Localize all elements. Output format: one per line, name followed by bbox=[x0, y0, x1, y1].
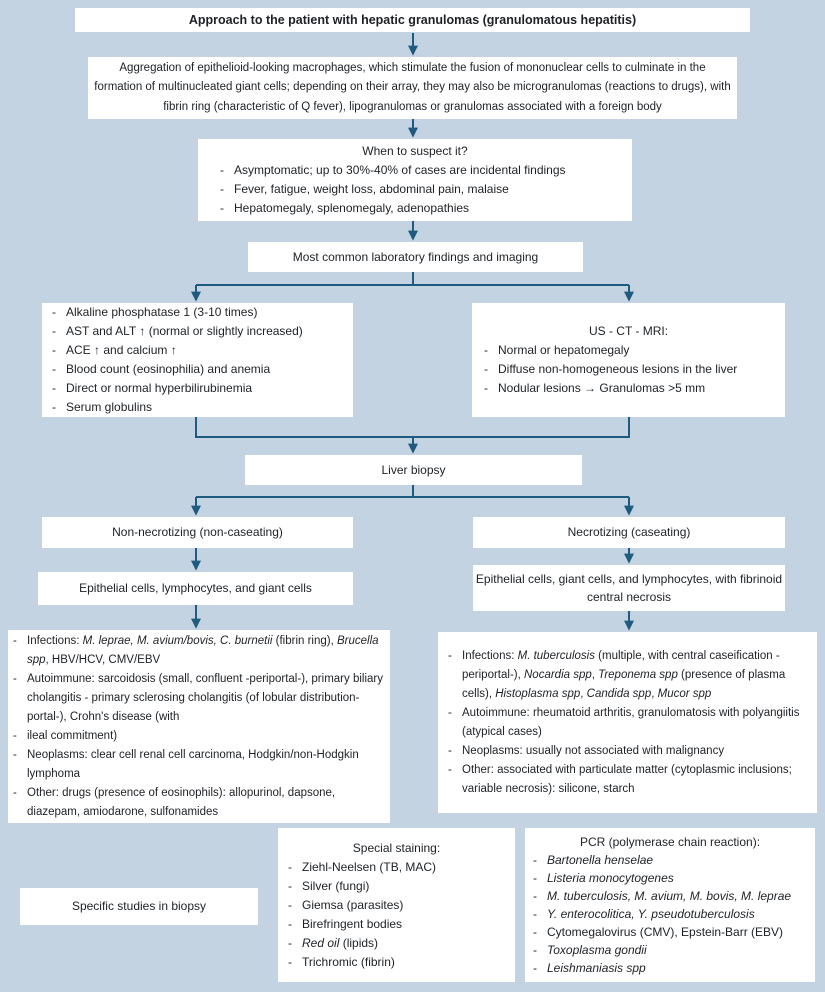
flowchart-title: Approach to the patient with hepatic granulomas (granulomatous hepatitis) bbox=[75, 8, 750, 32]
list-item bbox=[472, 341, 785, 360]
epithelial-right-box: Epithelial cells, giant cells, and lymphocytes, with fibrinoid central necrosis bbox=[473, 565, 785, 611]
bullet-dash: - bbox=[52, 305, 56, 319]
bullet-dash: - bbox=[13, 672, 17, 685]
bullet-dash: - bbox=[288, 878, 292, 893]
bullet-dash: - bbox=[288, 916, 292, 931]
list-item bbox=[278, 896, 515, 915]
list-item bbox=[42, 303, 353, 322]
bullet-dash: - bbox=[288, 935, 292, 950]
bullet-dash: - bbox=[13, 729, 17, 742]
bullet-dash: - bbox=[484, 343, 488, 357]
bullet-dash: - bbox=[448, 706, 452, 719]
labs-imaging-label-box: Most common laboratory findings and imaging bbox=[248, 242, 583, 272]
connector-converge-bracket bbox=[196, 417, 629, 437]
list-item bbox=[8, 746, 390, 784]
list-item-text: Alkaline phosphatase 1 (3-10 times) bbox=[66, 305, 258, 319]
list-item bbox=[8, 727, 390, 746]
epithelial-left-box: Epithelial cells, lymphocytes, and giant cells bbox=[38, 572, 353, 605]
list-item bbox=[42, 322, 353, 341]
bullet-dash: - bbox=[52, 362, 56, 376]
list-item bbox=[438, 647, 817, 704]
list-item bbox=[278, 915, 515, 934]
pcr-heading: PCR (polymerase chain reaction): bbox=[579, 835, 761, 849]
bullet-dash: - bbox=[448, 744, 452, 757]
bullet-dash: - bbox=[220, 182, 224, 196]
list-item-text: Trichromic (fibrin) bbox=[302, 954, 395, 969]
list-item-text: Other: associated with particulate matter (cytoplasmic inclusions; variable necrosis): silicone, starch bbox=[462, 763, 792, 795]
list-item bbox=[42, 379, 353, 398]
list-item-text: Autoimmune: sarcoidosis (small, confluent -periportal-), primary biliary cholangitis - primary sclerosing cholangitis (of lobular distribution-portal-), Crohn's disease (with bbox=[27, 672, 383, 723]
definition-box: Aggregation of epithelioid-looking macrophages, which stimulate the fusion of mononuclear cells to culminate in the formation of multinucleated giant cells; depending on their array, they may also be microgranulomas (reactions to drugs), with fibrin ring (characteristic of Q fever), lipogranulomas or granulomas associated with a foreign body bbox=[88, 57, 737, 119]
bullet-dash: - bbox=[533, 889, 537, 903]
liver-biopsy-box: Liver biopsy bbox=[245, 455, 582, 485]
list-item bbox=[42, 341, 353, 360]
necrotizing-box: Necrotizing (caseating) bbox=[473, 517, 785, 548]
list-item-text: Toxoplasma gondii bbox=[547, 943, 647, 957]
list-item-text: M. tuberculosis, M. avium, M. bovis, M. leprae bbox=[547, 889, 792, 903]
list-item-text: Hepatomegaly, splenomegaly, adenopathies bbox=[234, 201, 470, 215]
bullet-dash: - bbox=[448, 649, 452, 662]
list-item-text: Y. enterocolitica, Y. pseudotuberculosis bbox=[547, 907, 755, 921]
bullet-dash: - bbox=[288, 859, 292, 874]
list-item bbox=[525, 959, 815, 977]
list-item-text: Infections: M. leprae, M. avium/bovis, C. burnetii (fibrin ring), Brucella spp, HBV/HCV, CMV/EBV bbox=[27, 634, 379, 666]
bullet-dash: - bbox=[533, 907, 537, 921]
list-item bbox=[525, 941, 815, 959]
list-item-text: Asymptomatic; up to 30%-40% of cases are incidental findings bbox=[234, 163, 566, 177]
list-item-text: Neoplasms: clear cell renal cell carcinoma, Hodgkin/non-Hodgkin lymphoma bbox=[27, 748, 359, 780]
list-item-text: Serum globulins bbox=[66, 400, 153, 414]
list-item-text: Autoimmune: rheumatoid arthritis, granulomatosis with polyangiitis (atypical cases) bbox=[462, 706, 800, 738]
list-item bbox=[525, 923, 815, 941]
list-item bbox=[8, 784, 390, 822]
list-item bbox=[198, 180, 632, 199]
list-item bbox=[278, 858, 515, 877]
list-item bbox=[438, 761, 817, 799]
list-item-text: Red oil (lipids) bbox=[302, 935, 379, 950]
list-item-text: Giemsa (parasites) bbox=[302, 897, 404, 912]
list-item bbox=[525, 905, 815, 923]
list-item-text: ACE ↑ and calcium ↑ bbox=[66, 343, 177, 357]
list-item bbox=[525, 851, 815, 869]
bullet-dash: - bbox=[533, 871, 537, 885]
bullet-dash: - bbox=[220, 163, 224, 177]
list-item-text: Leishmaniasis spp bbox=[547, 961, 646, 975]
pcr-box bbox=[525, 828, 815, 982]
list-item-text: Direct or normal hyperbilirubinemia bbox=[66, 381, 253, 395]
list-item-text: Nodular lesions → Granulomas >5 mm bbox=[498, 381, 706, 395]
list-item bbox=[198, 161, 632, 180]
when-to-suspect-box bbox=[198, 139, 632, 221]
list-item bbox=[42, 360, 353, 379]
non-necrotizing-detail-box bbox=[8, 630, 390, 823]
list-item-text: Birefringent bodies bbox=[302, 916, 403, 931]
special-staining-box bbox=[278, 828, 515, 982]
bullet-dash: - bbox=[288, 954, 292, 969]
when-to-suspect-heading: When to suspect it? bbox=[362, 144, 468, 158]
list-item-text: Cytomegalovirus (CMV), Epstein-Barr (EBV) bbox=[547, 925, 784, 939]
list-item bbox=[42, 398, 353, 417]
bullet-dash: - bbox=[533, 925, 537, 939]
list-item bbox=[438, 704, 817, 742]
list-item bbox=[278, 877, 515, 896]
list-item bbox=[472, 360, 785, 379]
list-item-text: Diffuse non-homogeneous lesions in the liver bbox=[498, 362, 738, 376]
list-item bbox=[278, 934, 515, 953]
bullet-dash: - bbox=[13, 634, 17, 647]
bullet-dash: - bbox=[220, 201, 224, 215]
bullet-dash: - bbox=[52, 381, 56, 395]
list-item-text: AST and ALT ↑ (normal or slightly increased) bbox=[66, 324, 303, 338]
bullet-dash: - bbox=[533, 943, 537, 957]
non-necrotizing-box: Non-necrotizing (non-caseating) bbox=[42, 517, 353, 548]
connector-biopsy-split bbox=[196, 485, 629, 497]
list-item bbox=[472, 379, 785, 398]
list-item bbox=[8, 632, 390, 670]
list-item bbox=[525, 869, 815, 887]
list-item-text: Ziehl-Neelsen (TB, MAC) bbox=[302, 859, 437, 874]
specific-studies-label-box: Specific studies in biopsy bbox=[20, 888, 258, 925]
list-item-text: Other: drugs (presence of eosinophils): allopurinol, dapsone, diazepam, amiodarone, sulfonamides bbox=[27, 786, 336, 818]
list-item bbox=[198, 199, 632, 218]
bullet-dash: - bbox=[484, 362, 488, 376]
bullet-dash: - bbox=[533, 853, 537, 867]
list-item bbox=[8, 670, 390, 727]
list-item-text: Infections: M. tuberculosis (multiple, with central caseification -periportal-), Nocardia spp, Treponema spp (presence of plasma cells), Histoplasma spp, Candida spp, Mucor spp bbox=[462, 649, 786, 700]
bullet-dash: - bbox=[52, 343, 56, 357]
list-item-text: Bartonella henselae bbox=[547, 853, 654, 867]
list-item-text: Listeria monocytogenes bbox=[547, 871, 674, 885]
list-item-text: Normal or hepatomegaly bbox=[498, 343, 630, 357]
list-item-text: Silver (fungi) bbox=[302, 878, 370, 893]
list-item-text: Neoplasms: usually not associated with malignancy bbox=[462, 744, 725, 757]
bullet-dash: - bbox=[448, 763, 452, 776]
list-item-text: Fever, fatigue, weight loss, abdominal pain, malaise bbox=[234, 182, 509, 196]
bullet-dash: - bbox=[13, 748, 17, 761]
bullet-dash: - bbox=[52, 324, 56, 338]
list-item-text: ileal commitment) bbox=[27, 729, 118, 742]
list-item bbox=[525, 887, 815, 905]
list-item-text: Blood count (eosinophilia) and anemia bbox=[66, 362, 271, 376]
connector-labs-split bbox=[196, 271, 629, 285]
necrotizing-detail-box bbox=[438, 632, 817, 813]
imaging-heading: US - CT - MRI: bbox=[588, 324, 669, 338]
bullet-dash: - bbox=[484, 381, 488, 395]
list-item bbox=[438, 742, 817, 761]
bullet-dash: - bbox=[52, 400, 56, 414]
special-staining-heading: Special staining: bbox=[352, 840, 441, 855]
laboratory-findings-box bbox=[42, 303, 353, 417]
bullet-dash: - bbox=[13, 786, 17, 799]
bullet-dash: - bbox=[288, 897, 292, 912]
list-item bbox=[278, 953, 515, 972]
imaging-box bbox=[472, 303, 785, 417]
bullet-dash: - bbox=[533, 961, 537, 975]
